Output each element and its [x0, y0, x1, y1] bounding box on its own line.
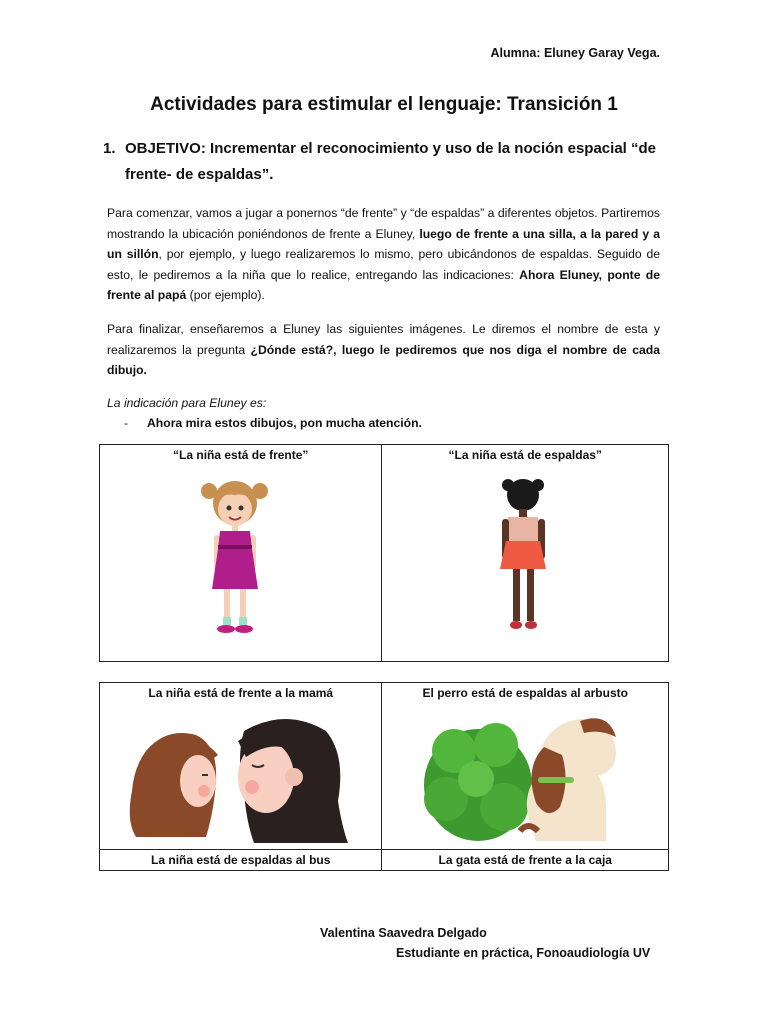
- paragraph-1-bold-a: luego de frente a una silla, a la pared y a un sillón: [107, 226, 660, 261]
- caption-cat-box: La gata está de frente a la caja: [438, 853, 612, 867]
- caption-girl-back: “La niña está de espaldas”: [448, 448, 602, 462]
- paragraph-1-bold-b: Ahora Eluney, ponte de frente al papá: [107, 267, 660, 302]
- girl-back-illustration: [494, 477, 554, 647]
- paragraph-2-bold-a: ¿Dónde está?, luego le pediremos que nos diga el nombre de cada dibujo.: [107, 342, 660, 377]
- cell-dog-bush: [382, 683, 669, 850]
- instruction-bullet: -: [124, 416, 129, 430]
- student-name: Alumna: Eluney Garay Vega.: [490, 46, 660, 60]
- caption-dog-bush: El perro está de espaldas al arbusto: [422, 686, 628, 700]
- image-table-1: [99, 444, 669, 662]
- author-name: Valentina Saavedra Delgado: [320, 926, 487, 940]
- image-table-2: [99, 682, 669, 871]
- cell-cat-box: [382, 850, 669, 871]
- objective-label: OBJETIVO:: [125, 140, 206, 157]
- objective-line-2: frente- de espaldas”.: [125, 166, 274, 183]
- girl-and-mom-illustration: [126, 711, 356, 847]
- cell-girl-back: [382, 445, 669, 662]
- dog-and-bush-illustration: [420, 711, 630, 849]
- instruction-item: Ahora mira estos dibujos, pon mucha atención.: [147, 416, 422, 430]
- page-title: Actividades para estimular el lenguaje: Transición 1: [150, 94, 618, 115]
- paragraph-2-text-a: Para finalizar, enseñaremos a Eluney las siguientes imágenes. Le diremos el nombre de esta y realizaremos la pregunta: [107, 322, 660, 357]
- objective-number: 1.: [103, 140, 116, 157]
- cell-girl-mom: [100, 683, 382, 850]
- caption-girl-bus: La niña está de espaldas al bus: [151, 853, 331, 867]
- caption-girl-mom: La niña está de frente a la mamá: [148, 686, 334, 700]
- girl-front-illustration: [200, 477, 270, 643]
- paragraph-1-text-b: , por ejemplo, y luego realizaremos lo mismo, pero ubicándonos de espaldas. Seguido de esto, le pediremos a la niña que lo realice, entregando las indicaciones:: [107, 247, 661, 282]
- cell-girl-bus: [100, 850, 382, 871]
- caption-girl-front: “La niña está de frente”: [173, 448, 309, 462]
- paragraph-2: [107, 319, 660, 381]
- objective-text-1: Incrementar el reconocimiento y uso de la noción espacial “de: [210, 140, 657, 157]
- paragraph-1-text-c: (por ejemplo).: [186, 288, 265, 302]
- author-role: Estudiante en práctica, Fonoaudiología UV: [396, 946, 651, 960]
- paragraph-1-text-a: Para comenzar, vamos a jugar a ponernos “de frente” y “de espaldas” a diferentes objetos. Partiremos mostrando la ubicación poniéndonos de frente a Eluney,: [107, 206, 660, 241]
- paragraph-1: [107, 203, 660, 306]
- objective-line-1: [125, 140, 656, 157]
- cell-girl-front: [100, 445, 382, 662]
- instruction-label: La indicación para Eluney es:: [107, 396, 267, 410]
